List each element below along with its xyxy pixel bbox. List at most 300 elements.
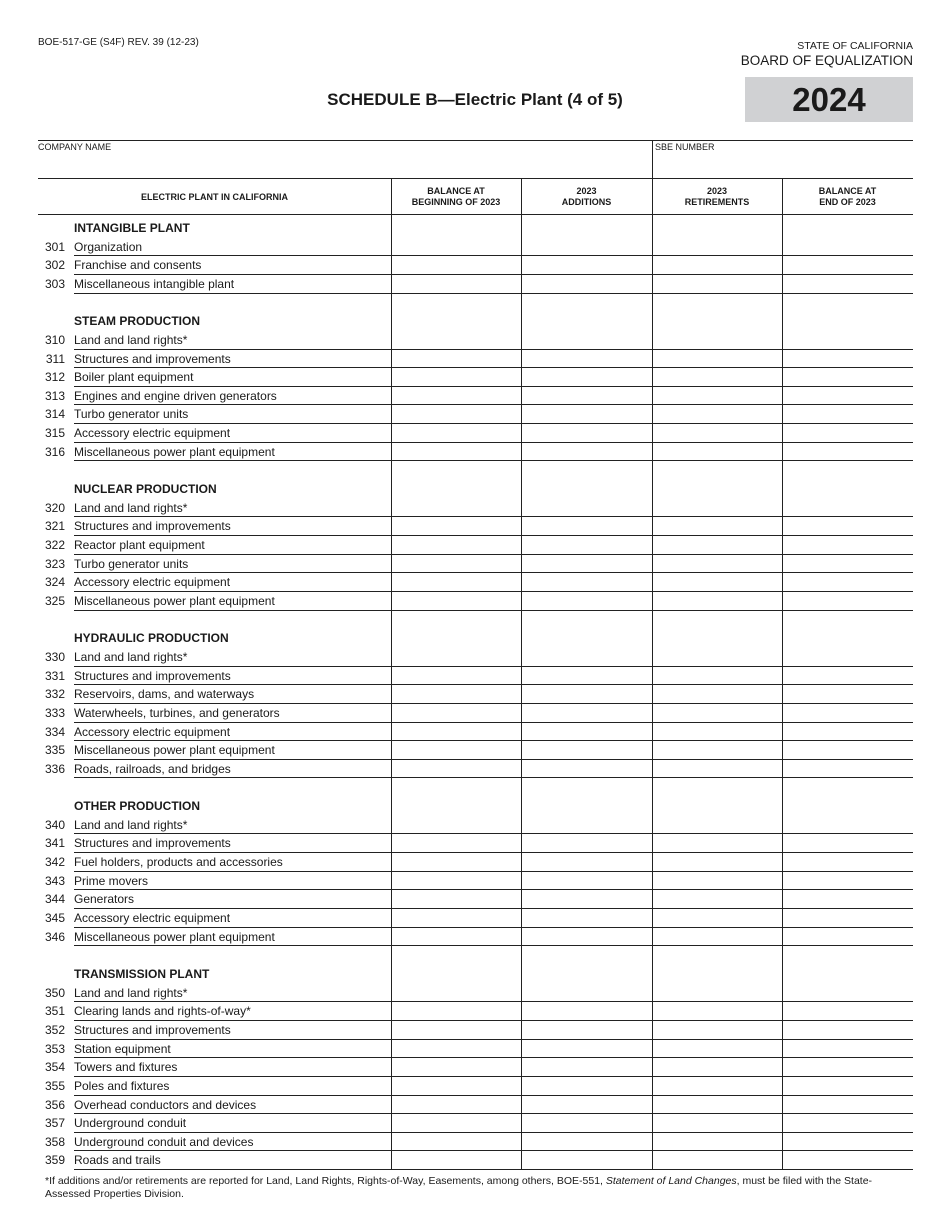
- line-number: 330: [44, 650, 65, 664]
- amount-cell[interactable]: [391, 889, 521, 909]
- amount-cell[interactable]: [391, 1076, 521, 1096]
- leader-line: [74, 591, 391, 592]
- column-header-beginning: BALANCE AT BEGINNING OF 2023: [411, 186, 501, 207]
- amount-cell[interactable]: [391, 441, 521, 461]
- amount-cell[interactable]: [652, 1131, 782, 1151]
- line-label: Land and land rights*: [74, 333, 188, 347]
- amount-cell[interactable]: [652, 1001, 782, 1021]
- amount-cell[interactable]: [652, 423, 782, 443]
- amount-cell[interactable]: [521, 236, 652, 256]
- amount-cell[interactable]: [391, 553, 521, 573]
- leader-line: [74, 1020, 391, 1021]
- line-number: 335: [44, 743, 65, 757]
- amount-cell[interactable]: [652, 1038, 782, 1058]
- amount-cell[interactable]: [782, 236, 913, 256]
- line-number: 322: [44, 538, 65, 552]
- amount-cell[interactable]: [782, 1076, 913, 1096]
- amount-cell[interactable]: [521, 1094, 652, 1114]
- amount-cell[interactable]: [521, 703, 652, 723]
- section-title: INTANGIBLE PLANT: [74, 221, 190, 235]
- amount-cell[interactable]: [782, 255, 913, 275]
- amount-cell[interactable]: [521, 665, 652, 685]
- leader-line: [74, 1057, 391, 1058]
- line-label: Structures and improvements: [74, 836, 231, 850]
- amount-cell[interactable]: [521, 572, 652, 592]
- line-number: 357: [44, 1116, 65, 1130]
- amount-cell[interactable]: [652, 572, 782, 592]
- line-number: 352: [44, 1023, 65, 1037]
- amount-cell[interactable]: [782, 721, 913, 741]
- amount-cell[interactable]: [521, 721, 652, 741]
- amount-cell[interactable]: [652, 982, 782, 1002]
- amount-cell[interactable]: [652, 684, 782, 704]
- amount-cell[interactable]: [391, 348, 521, 368]
- amount-cell[interactable]: [782, 274, 913, 294]
- leader-line: [74, 535, 391, 536]
- line-number: 315: [44, 426, 65, 440]
- amount-cell[interactable]: [391, 926, 521, 946]
- line-label: Accessory electric equipment: [74, 575, 231, 589]
- section-title: HYDRAULIC PRODUCTION: [74, 631, 229, 646]
- line-number: 332: [44, 687, 65, 701]
- year-text: 2024: [792, 80, 866, 118]
- line-number: 302: [44, 258, 65, 272]
- amount-cell[interactable]: [782, 385, 913, 405]
- amount-cell[interactable]: [782, 684, 913, 704]
- column-divider: [652, 178, 653, 1170]
- amount-cell[interactable]: [521, 367, 652, 387]
- leader-line: [74, 349, 391, 350]
- amount-cell[interactable]: [782, 367, 913, 387]
- line-label: Overhead conductors and devices: [74, 1098, 257, 1112]
- amount-cell[interactable]: [521, 1150, 652, 1170]
- leader-line: [74, 852, 391, 853]
- line-label: Roads, railroads, and bridges: [74, 762, 231, 776]
- amount-cell[interactable]: [652, 497, 782, 517]
- line-label: Organization: [74, 240, 143, 254]
- amount-cell[interactable]: [391, 1094, 521, 1114]
- leader-line: [74, 460, 391, 461]
- amount-cell[interactable]: [652, 385, 782, 405]
- line-number: 325: [44, 594, 65, 608]
- amount-cell[interactable]: [782, 889, 913, 909]
- leader-line: [74, 274, 391, 275]
- amount-cell[interactable]: [782, 441, 913, 461]
- form-code: BOE-517-GE (S4F) REV. 39 (12-23): [38, 37, 199, 48]
- line-number: 313: [44, 389, 65, 403]
- amount-cell[interactable]: [652, 236, 782, 256]
- line-number: 355: [44, 1079, 65, 1093]
- line-label: Turbo generator units: [74, 557, 189, 571]
- amount-cell[interactable]: [391, 758, 521, 778]
- amount-cell[interactable]: [521, 255, 652, 275]
- amount-cell[interactable]: [782, 348, 913, 368]
- line-number: 331: [44, 669, 65, 683]
- divider: [38, 140, 913, 141]
- leader-line: [74, 1095, 391, 1096]
- line-label: Accessory electric equipment: [74, 911, 231, 925]
- line-label: Accessory electric equipment: [74, 725, 231, 739]
- line-number: 351: [44, 1004, 65, 1018]
- amount-cell[interactable]: [782, 1150, 913, 1170]
- amount-cell[interactable]: [782, 423, 913, 443]
- leader-line: [74, 1001, 391, 1002]
- leader-line: [74, 1132, 391, 1133]
- amount-cell[interactable]: [391, 535, 521, 555]
- amount-cell[interactable]: [521, 535, 652, 555]
- amount-cell[interactable]: [652, 348, 782, 368]
- leader-line: [74, 945, 391, 946]
- leader-line: [74, 777, 391, 778]
- line-label: Land and land rights*: [74, 501, 188, 515]
- amount-cell[interactable]: [521, 758, 652, 778]
- sbe-number-field[interactable]: [655, 154, 911, 176]
- amount-cell[interactable]: [521, 1131, 652, 1151]
- amount-cell[interactable]: [652, 740, 782, 760]
- amount-cell[interactable]: [782, 553, 913, 573]
- amount-cell[interactable]: [782, 572, 913, 592]
- line-label: Reservoirs, dams, and waterways: [74, 687, 255, 701]
- leader-line: [74, 759, 391, 760]
- board-label: BOARD OF EQUALIZATION: [740, 53, 913, 68]
- line-number: 354: [44, 1060, 65, 1074]
- leader-line: [74, 386, 391, 387]
- amount-cell[interactable]: [652, 535, 782, 555]
- amount-cell[interactable]: [391, 255, 521, 275]
- amount-cell[interactable]: [391, 1113, 521, 1133]
- line-label: Structures and improvements: [74, 1023, 231, 1037]
- amount-cell[interactable]: [391, 1020, 521, 1040]
- line-number: 353: [44, 1042, 65, 1056]
- amount-cell[interactable]: [652, 814, 782, 834]
- line-label: Fuel holders, products and accessories: [74, 855, 283, 869]
- line-number: 344: [44, 892, 65, 906]
- amount-cell[interactable]: [782, 1057, 913, 1077]
- line-number: 321: [44, 519, 65, 533]
- amount-cell[interactable]: [521, 684, 652, 704]
- amount-cell[interactable]: [521, 1113, 652, 1133]
- column-divider: [391, 178, 392, 1170]
- state-label: STATE OF CALIFORNIA: [797, 40, 913, 52]
- amount-cell[interactable]: [782, 535, 913, 555]
- amount-cell[interactable]: [782, 908, 913, 928]
- page-title: SCHEDULE B—Electric Plant (4 of 5): [327, 90, 623, 109]
- amount-cell[interactable]: [652, 1150, 782, 1170]
- line-label: Towers and fixtures: [74, 1060, 178, 1074]
- line-label: Franchise and consents: [74, 258, 202, 272]
- amount-cell[interactable]: [782, 833, 913, 853]
- line-number: 334: [44, 725, 65, 739]
- amount-cell[interactable]: [521, 404, 652, 424]
- amount-cell[interactable]: [652, 591, 782, 611]
- amount-cell[interactable]: [391, 665, 521, 685]
- amount-cell[interactable]: [652, 1020, 782, 1040]
- line-label: Structures and improvements: [74, 669, 231, 683]
- amount-cell[interactable]: [782, 870, 913, 890]
- amount-cell[interactable]: [782, 330, 913, 350]
- leader-line: [74, 255, 391, 256]
- amount-cell[interactable]: [391, 516, 521, 536]
- line-number: 333: [44, 706, 65, 720]
- amount-cell[interactable]: [782, 1131, 913, 1151]
- footnote-italic: Statement of Land Changes: [605, 1175, 737, 1187]
- amount-cell[interactable]: [652, 703, 782, 723]
- line-label: Roads and trails: [74, 1153, 161, 1167]
- amount-cell[interactable]: [521, 553, 652, 573]
- line-number: 356: [44, 1098, 65, 1112]
- column-header-retirements: 2023 RETIREMENTS: [684, 186, 750, 207]
- amount-cell[interactable]: [521, 385, 652, 405]
- amount-cell[interactable]: [521, 814, 652, 834]
- line-label: Miscellaneous power plant equipment: [74, 594, 275, 608]
- amount-cell[interactable]: [391, 833, 521, 853]
- amount-cell[interactable]: [391, 591, 521, 611]
- amount-cell[interactable]: [652, 758, 782, 778]
- line-number: 301: [44, 240, 65, 254]
- leader-line: [74, 404, 391, 405]
- line-label: Underground conduit and devices: [74, 1135, 254, 1149]
- line-number: 359: [44, 1153, 65, 1167]
- amount-cell[interactable]: [652, 516, 782, 536]
- leader-line: [74, 684, 391, 685]
- line-label: Engines and engine driven generators: [74, 389, 277, 403]
- line-label: Generators: [74, 892, 135, 906]
- amount-cell[interactable]: [652, 274, 782, 294]
- amount-cell[interactable]: [391, 1057, 521, 1077]
- amount-cell[interactable]: [652, 1076, 782, 1096]
- line-label: Structures and improvements: [74, 519, 231, 533]
- leader-line: [74, 1169, 391, 1170]
- divider: [652, 140, 653, 178]
- amount-cell[interactable]: [391, 870, 521, 890]
- amount-cell[interactable]: [521, 497, 652, 517]
- amount-cell[interactable]: [782, 591, 913, 611]
- amount-cell[interactable]: [521, 274, 652, 294]
- line-label: Waterwheels, turbines, and generators: [74, 706, 280, 720]
- line-label: Clearing lands and rights-of-way*: [74, 1004, 251, 1018]
- amount-cell[interactable]: [652, 1057, 782, 1077]
- amount-cell[interactable]: [652, 255, 782, 275]
- line-number: 324: [44, 575, 65, 589]
- amount-cell[interactable]: [652, 404, 782, 424]
- line-number: 316: [44, 445, 65, 459]
- line-number: 358: [44, 1135, 65, 1149]
- line-number: 345: [44, 911, 65, 925]
- amount-cell[interactable]: [782, 516, 913, 536]
- line-number: 346: [44, 930, 65, 944]
- leader-line: [74, 1039, 391, 1040]
- column-divider: [782, 178, 783, 1170]
- amount-cell[interactable]: [521, 1038, 652, 1058]
- amount-cell[interactable]: [391, 703, 521, 723]
- amount-cell[interactable]: [521, 348, 652, 368]
- amount-cell[interactable]: [652, 852, 782, 872]
- line-label: Miscellaneous intangible plant: [74, 277, 235, 291]
- amount-cell[interactable]: [782, 1020, 913, 1040]
- line-number: 312: [44, 370, 65, 384]
- amount-cell[interactable]: [521, 647, 652, 667]
- amount-cell[interactable]: [391, 1150, 521, 1170]
- amount-cell[interactable]: [782, 665, 913, 685]
- leader-line: [74, 554, 391, 555]
- amount-cell[interactable]: [521, 1020, 652, 1040]
- leader-line: [74, 833, 391, 834]
- amount-cell[interactable]: [521, 330, 652, 350]
- amount-cell[interactable]: [782, 703, 913, 723]
- amount-cell[interactable]: [782, 1113, 913, 1133]
- amount-cell[interactable]: [652, 665, 782, 685]
- amount-cell[interactable]: [521, 926, 652, 946]
- leader-line: [74, 423, 391, 424]
- amount-cell[interactable]: [652, 441, 782, 461]
- amount-cell[interactable]: [782, 404, 913, 424]
- line-label: Miscellaneous power plant equipment: [74, 743, 275, 757]
- amount-cell[interactable]: [391, 423, 521, 443]
- amount-cell[interactable]: [782, 926, 913, 946]
- amount-cell[interactable]: [521, 1076, 652, 1096]
- amount-cell[interactable]: [521, 423, 652, 443]
- amount-cell[interactable]: [521, 908, 652, 928]
- amount-cell[interactable]: [521, 516, 652, 536]
- line-number: 320: [44, 501, 65, 515]
- amount-cell[interactable]: [391, 497, 521, 517]
- amount-cell[interactable]: [521, 591, 652, 611]
- leader-line: [74, 1150, 391, 1151]
- leader-line: [74, 442, 391, 443]
- amount-cell[interactable]: [521, 833, 652, 853]
- section-title: NUCLEAR PRODUCTION: [74, 482, 217, 497]
- amount-cell[interactable]: [521, 441, 652, 461]
- footnote-text-end: , must be filed with the State-Assessed Properties Division.: [45, 1175, 873, 1200]
- leader-line: [74, 293, 391, 294]
- amount-cell[interactable]: [391, 330, 521, 350]
- amount-cell[interactable]: [782, 1094, 913, 1114]
- amount-cell[interactable]: [521, 1057, 652, 1077]
- amount-cell[interactable]: [391, 908, 521, 928]
- line-number: 336: [44, 762, 65, 776]
- amount-cell[interactable]: [391, 1038, 521, 1058]
- leader-line: [74, 367, 391, 368]
- line-label: Miscellaneous power plant equipment: [74, 930, 275, 944]
- amount-cell[interactable]: [782, 814, 913, 834]
- amount-cell[interactable]: [521, 852, 652, 872]
- leader-line: [74, 516, 391, 517]
- amount-cell[interactable]: [652, 926, 782, 946]
- amount-cell[interactable]: [391, 1131, 521, 1151]
- line-number: 341: [44, 836, 65, 850]
- leader-line: [74, 572, 391, 573]
- line-number: 323: [44, 557, 65, 571]
- amount-cell[interactable]: [521, 740, 652, 760]
- line-label: Land and land rights*: [74, 818, 188, 832]
- sbe-number-label: SBE NUMBER: [655, 142, 715, 152]
- amount-cell[interactable]: [391, 740, 521, 760]
- amount-cell[interactable]: [652, 553, 782, 573]
- amount-cell[interactable]: [652, 1094, 782, 1114]
- section-title: TRANSMISSION PLANT: [74, 967, 210, 981]
- line-number: 311: [45, 352, 65, 366]
- amount-cell[interactable]: [782, 758, 913, 778]
- leader-line: [74, 740, 391, 741]
- amount-cell[interactable]: [652, 908, 782, 928]
- amount-cell[interactable]: [521, 889, 652, 909]
- amount-cell[interactable]: [652, 647, 782, 667]
- footnote-text: *If additions and/or retirements are reported for Land, Land Rights, Rights-of-Way, Easements, among others, BOE-551,: [45, 1175, 606, 1187]
- line-label: Station equipment: [74, 1042, 171, 1056]
- line-label: Poles and fixtures: [74, 1079, 170, 1093]
- amount-cell[interactable]: [391, 385, 521, 405]
- amount-cell[interactable]: [652, 721, 782, 741]
- line-number: 342: [44, 855, 65, 869]
- amount-cell[interactable]: [391, 684, 521, 704]
- amount-cell[interactable]: [391, 367, 521, 387]
- amount-cell[interactable]: [782, 1038, 913, 1058]
- line-number: 310: [44, 333, 65, 347]
- line-label: Underground conduit: [74, 1116, 187, 1130]
- line-number: 343: [44, 874, 65, 888]
- amount-cell[interactable]: [652, 833, 782, 853]
- amount-cell[interactable]: [782, 1001, 913, 1021]
- amount-cell[interactable]: [521, 1001, 652, 1021]
- line-label: Land and land rights*: [74, 650, 188, 664]
- amount-cell[interactable]: [391, 404, 521, 424]
- leader-line: [74, 927, 391, 928]
- amount-cell[interactable]: [652, 367, 782, 387]
- amount-cell[interactable]: [782, 740, 913, 760]
- amount-cell[interactable]: [391, 982, 521, 1002]
- line-number: 350: [44, 986, 65, 1000]
- amount-cell[interactable]: [391, 274, 521, 294]
- line-label: Miscellaneous power plant equipment: [74, 445, 275, 459]
- line-number: 314: [44, 407, 65, 421]
- amount-cell[interactable]: [391, 1001, 521, 1021]
- line-label: Turbo generator units: [74, 407, 189, 421]
- leader-line: [74, 871, 391, 872]
- leader-line: [74, 1076, 391, 1077]
- company-name-field[interactable]: [38, 154, 648, 176]
- amount-cell[interactable]: [782, 647, 913, 667]
- amount-cell[interactable]: [782, 982, 913, 1002]
- line-number: 303: [44, 277, 65, 291]
- amount-cell[interactable]: [521, 870, 652, 890]
- amount-cell[interactable]: [391, 572, 521, 592]
- line-label: Boiler plant equipment: [74, 370, 194, 384]
- amount-cell[interactable]: [652, 1113, 782, 1133]
- amount-cell[interactable]: [391, 721, 521, 741]
- leader-line: [74, 889, 391, 890]
- line-number: 340: [44, 818, 65, 832]
- line-label: Reactor plant equipment: [74, 538, 205, 552]
- line-label: Land and land rights*: [74, 986, 188, 1000]
- amount-cell[interactable]: [391, 236, 521, 256]
- leader-line: [74, 703, 391, 704]
- leader-line: [74, 722, 391, 723]
- amount-cell[interactable]: [652, 870, 782, 890]
- amount-cell[interactable]: [391, 814, 521, 834]
- section-title: OTHER PRODUCTION: [74, 799, 200, 814]
- amount-cell[interactable]: [391, 647, 521, 667]
- section-title: STEAM PRODUCTION: [74, 314, 200, 329]
- line-label: Prime movers: [74, 874, 149, 888]
- amount-cell[interactable]: [391, 852, 521, 872]
- leader-line: [74, 666, 391, 667]
- column-divider: [521, 178, 522, 1170]
- amount-cell[interactable]: [652, 330, 782, 350]
- amount-cell[interactable]: [652, 889, 782, 909]
- amount-cell[interactable]: [521, 982, 652, 1002]
- amount-cell[interactable]: [782, 852, 913, 872]
- amount-cell[interactable]: [782, 497, 913, 517]
